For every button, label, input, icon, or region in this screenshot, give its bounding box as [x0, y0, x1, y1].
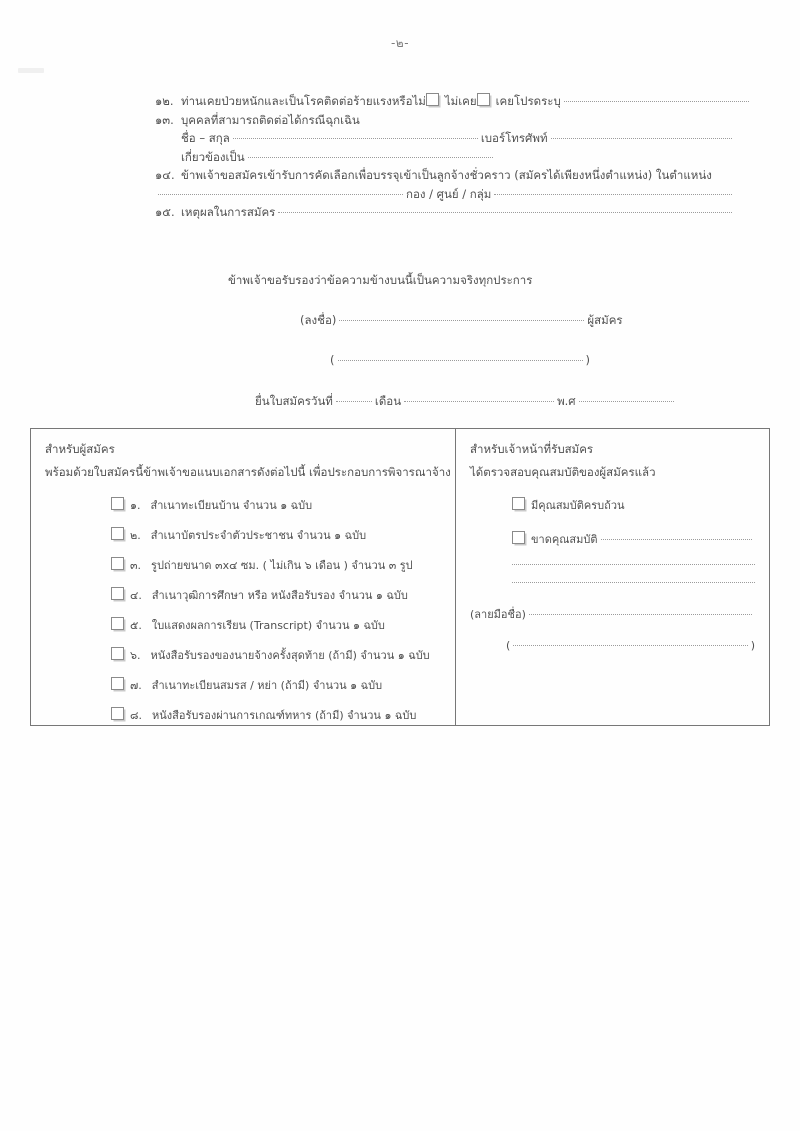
paren-open-officer: ( [506, 639, 511, 652]
document-label: สำเนาบัตรประจำตัวประชาชน จำนวน ๑ ฉบับ [150, 529, 367, 542]
document-number: ๖. [130, 649, 141, 662]
emergency-contact-name-row [155, 133, 735, 145]
label-qualified: มีคุณสมบัติครบถ้วน [531, 499, 625, 512]
label-contact-phone: เบอร์โทรศัพท์ [480, 131, 548, 145]
label-year: พ.ศ [557, 394, 576, 408]
question-13 [155, 112, 735, 127]
checkbox-never-ill[interactable] [426, 93, 439, 106]
checkbox-document-4[interactable] [111, 587, 124, 600]
input-application-reason[interactable] [278, 212, 732, 213]
input-submit-day[interactable] [336, 401, 372, 402]
officer-signature-row [470, 605, 755, 623]
position-division-row [155, 186, 735, 201]
checkbox-document-1[interactable] [111, 497, 124, 510]
label-never-ill: ไม่เคย [444, 94, 477, 108]
checkbox-document-7[interactable] [111, 677, 124, 690]
list-item [111, 526, 441, 544]
list-item [111, 616, 441, 634]
applicant-signature-row [300, 312, 623, 330]
question-13-number: ๑๓. [155, 112, 174, 127]
applicant-printed-name-row [330, 353, 615, 367]
paren-close-applicant: ) [585, 353, 590, 367]
checkbox-document-2[interactable] [111, 527, 124, 540]
document-number: ๘. [130, 709, 142, 722]
bottom-frame [30, 428, 770, 726]
question-14 [155, 170, 735, 182]
question-14-text: ข้าพเจ้าขอสมัครเข้ารับการคัดเลือกเพื่อบรรจุเข้าเป็นลูกจ้างชั่วคราว (สมัครได้เพียงหนึ่งตำแหน่ง) ในตำแหน่ง [181, 168, 712, 182]
document-number: ๑. [130, 499, 141, 512]
certification-statement: ข้าพเจ้าขอรับรองว่าข้อความข้างบนนี้เป็นความจริงทุกประการ [228, 273, 533, 287]
officer-box-title: สำหรับเจ้าหน้าที่รับสมัคร [470, 442, 594, 456]
label-division: กอง / ศูนย์ / กลุ่ม [406, 186, 492, 201]
input-contact-relation[interactable] [248, 157, 493, 158]
page-number: -๒- [390, 36, 410, 50]
document-number: ๓. [130, 559, 142, 572]
document-number: ๔. [130, 589, 142, 602]
question-15 [155, 207, 735, 219]
label-month: เดือน [374, 394, 402, 408]
question-12-text: ท่านเคยป่วยหนักและเป็นโรคติดต่อร้ายแรงหรือไม่ [181, 94, 426, 108]
checkbox-qualified[interactable] [512, 497, 525, 510]
scan-artifact [18, 68, 44, 73]
label-contact-name: ชื่อ – สกุล [181, 131, 230, 145]
question-14-number: ๑๔. [155, 168, 175, 182]
document-label: หนังสือรับรองของนายจ้างครั้งสุดท้าย (ถ้ามี) จำนวน ๑ ฉบับ [150, 649, 430, 662]
list-item [111, 586, 441, 604]
officer-signature-block [470, 605, 755, 652]
paren-close-officer: ) [750, 639, 755, 652]
document-checklist [45, 496, 441, 724]
checkbox-unqualified[interactable] [512, 531, 525, 544]
list-item [111, 646, 441, 664]
document-label: หนังสือรับรองผ่านการเกณฑ์ทหาร (ถ้ามี) จำนวน ๑ ฉบับ [151, 709, 417, 722]
label-unqualified: ขาดคุณสมบัติ [531, 533, 598, 546]
list-item [111, 556, 441, 574]
input-submit-month[interactable] [404, 401, 554, 402]
input-applicant-signature[interactable] [339, 320, 584, 321]
document-label: สำเนาทะเบียนบ้าน จำนวน ๑ ฉบับ [150, 499, 313, 512]
applicant-box-title: สำหรับผู้สมัคร [45, 442, 115, 456]
applicant-signature-block [255, 312, 623, 411]
list-item [512, 496, 755, 514]
input-officer-note-line-2[interactable] [512, 582, 755, 583]
applicant-box [31, 429, 456, 725]
question-15-text: เหตุผลในการสมัคร [181, 205, 276, 219]
checkbox-document-6[interactable] [111, 647, 124, 660]
label-submit-date: ยื่นใบสมัครวันที่ [255, 394, 333, 408]
question-13-text: บุคคลที่สามารถติดต่อได้กรณีฉุกเฉิน [181, 112, 360, 127]
officer-printed-name-row [506, 639, 755, 652]
document-number: ๕. [130, 619, 142, 632]
label-specify-illness: โปรดระบุ [513, 94, 561, 108]
list-item [111, 706, 441, 724]
document-label: สำเนาวุฒิการศึกษา หรือ หนังสือรับรอง จำนวน ๑ ฉบับ [151, 589, 408, 602]
question-12-number: ๑๒. [155, 94, 174, 108]
input-submit-year[interactable] [579, 401, 674, 402]
officer-box-subtitle: ได้ตรวจสอบคุณสมบัติของผู้สมัครแล้ว [470, 465, 656, 479]
list-item [111, 496, 441, 514]
label-ever-ill: เคย [495, 94, 514, 108]
submission-date-row [255, 393, 615, 411]
input-contact-phone[interactable] [551, 138, 732, 139]
questions-section [155, 92, 735, 226]
checkbox-document-8[interactable] [111, 707, 124, 720]
input-officer-note-line-1[interactable] [512, 564, 755, 565]
input-officer-signature[interactable] [529, 614, 752, 615]
label-signed: (ลงชื่อ) [300, 313, 337, 327]
list-item [512, 530, 755, 548]
document-label: สำเนาทะเบียนสมรส / หย่า (ถ้ามี) จำนวน ๑ ฉบับ [151, 679, 383, 692]
input-officer-printed-name[interactable] [513, 645, 747, 646]
input-applicant-printed-name[interactable] [338, 360, 583, 361]
input-position[interactable] [158, 194, 403, 195]
question-12 [155, 92, 735, 108]
checkbox-document-5[interactable] [111, 617, 124, 630]
input-division[interactable] [494, 194, 732, 195]
question-15-number: ๑๕. [155, 205, 175, 219]
label-applicant: ผู้สมัคร [587, 313, 623, 327]
input-contact-name[interactable] [233, 138, 478, 139]
list-item [111, 676, 441, 694]
label-officer-signature: (ลายมือชื่อ) [470, 608, 526, 621]
applicant-box-subtitle: พร้อมด้วยใบสมัครนี้ข้าพเจ้าขอแนบเอกสารดังต่อไปนี้ เพื่อประกอบการพิจารณาจ้าง [45, 465, 451, 479]
qualification-options [470, 496, 755, 548]
checkbox-ever-ill[interactable] [477, 93, 490, 106]
document-label: รูปถ่ายขนาด ๓x๔ ซม. ( ไม่เกิน ๖ เดือน ) จำนวน ๓ รูป [151, 559, 413, 572]
emergency-contact-relation-row [155, 149, 735, 164]
checkbox-document-3[interactable] [111, 557, 124, 570]
label-contact-relation: เกี่ยวข้องเป็น [181, 149, 245, 164]
paren-open-applicant: ( [330, 353, 335, 367]
input-specify-illness[interactable] [564, 101, 749, 102]
input-unqualified-reason[interactable] [601, 539, 753, 540]
officer-box [456, 429, 769, 725]
document-label: ใบแสดงผลการเรียน (Transcript) จำนวน ๑ ฉบับ [151, 619, 385, 632]
document-number: ๒. [130, 529, 141, 542]
document-number: ๗. [130, 679, 142, 692]
